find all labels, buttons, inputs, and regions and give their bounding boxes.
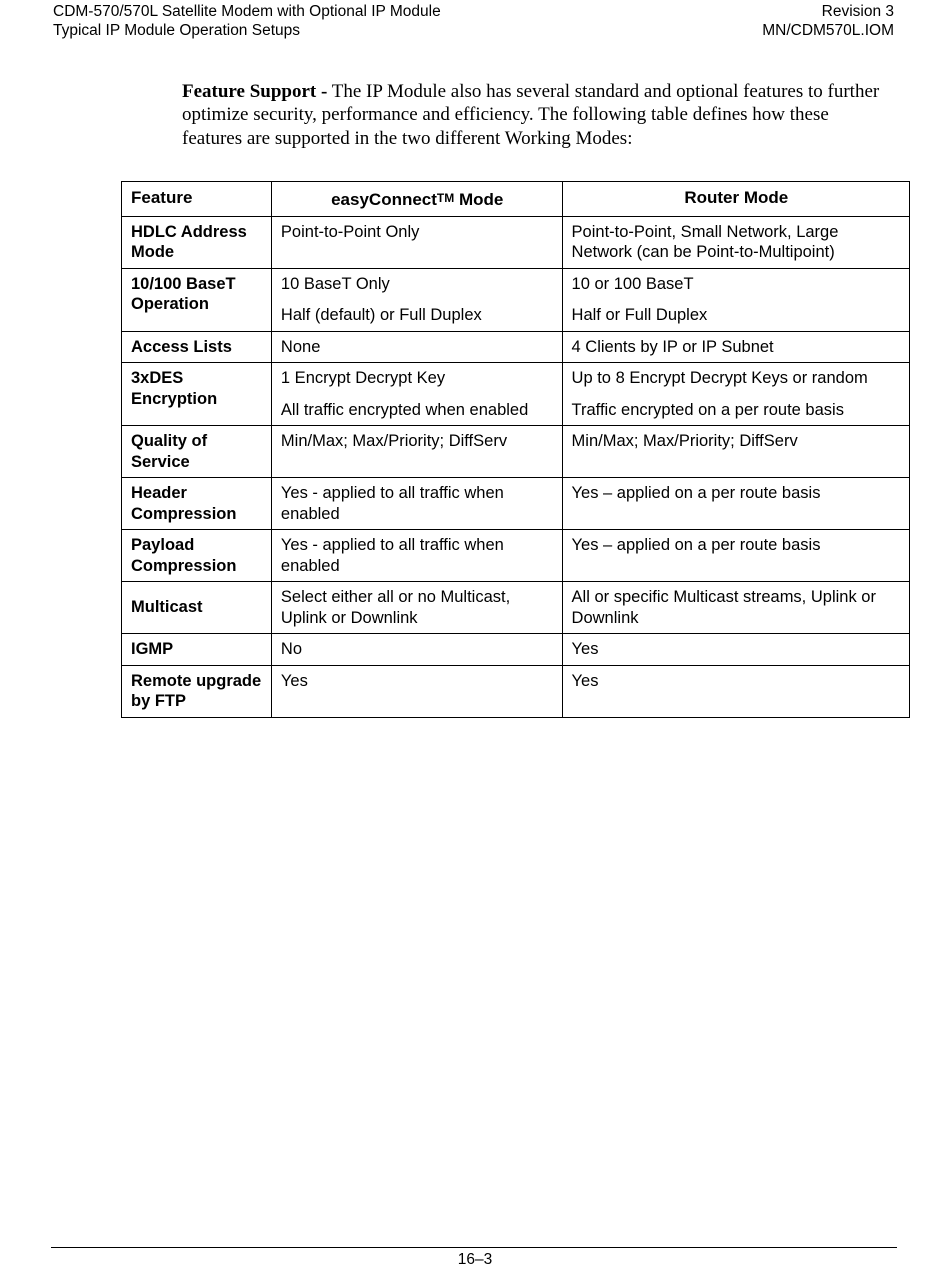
cell-text: Up to 8 Encrypt Decrypt Keys or random bbox=[571, 369, 868, 387]
table-row bbox=[122, 530, 910, 582]
cell-text: Yes – applied on a per route basis bbox=[571, 484, 821, 502]
table-row bbox=[122, 331, 910, 363]
cell-text: Half (default) or Full Duplex bbox=[280, 306, 482, 324]
document-title: CDM-570/570L Satellite Modem with Optional IP Module bbox=[53, 3, 441, 20]
feature-name-cell: Access Lists bbox=[122, 331, 272, 363]
table-body bbox=[122, 216, 910, 717]
easyconnect-name: easyConnect bbox=[331, 190, 437, 209]
feature-name-cell: Multicast bbox=[122, 582, 272, 634]
section-title: Typical IP Module Operation Setups bbox=[53, 22, 300, 39]
feature-name-cell: HDLC Address Mode bbox=[122, 216, 272, 268]
easyconnect-cell bbox=[271, 478, 562, 530]
trademark-symbol: TM bbox=[436, 191, 455, 205]
easyconnect-cell bbox=[271, 268, 562, 331]
column-header-easyconnect bbox=[271, 182, 562, 217]
feature-name-cell: 3xDES Encryption bbox=[122, 363, 272, 426]
column-header-feature: Feature bbox=[122, 182, 272, 217]
feature-name-cell: Remote upgrade by FTP bbox=[122, 665, 272, 717]
running-header-left bbox=[53, 2, 441, 40]
cell-text: 10 or 100 BaseT bbox=[571, 274, 694, 293]
cell-text: Traffic encrypted on a per route basis bbox=[571, 400, 844, 419]
router-mode-cell bbox=[562, 530, 909, 582]
easyconnect-cell bbox=[271, 426, 562, 478]
feature-name-cell: Header Compression bbox=[122, 478, 272, 530]
feature-name-cell: 10/100 BaseT Operation bbox=[122, 268, 272, 331]
footer-divider bbox=[51, 1247, 897, 1248]
revision-label: Revision 3 bbox=[821, 3, 894, 20]
page-number: 16–3 bbox=[457, 1251, 493, 1268]
cell-text: 10 BaseT Only bbox=[280, 274, 390, 293]
cell-text: Half or Full Duplex bbox=[571, 306, 708, 324]
table-row bbox=[122, 216, 910, 268]
table-row bbox=[122, 478, 910, 530]
cell-text: Yes - applied to all traffic when enabled bbox=[280, 484, 504, 523]
column-header-router-mode: Router Mode bbox=[562, 182, 909, 217]
cell-text: Yes - applied to all traffic when enabled bbox=[280, 536, 504, 575]
cell-text: No bbox=[280, 640, 303, 658]
feature-support-table bbox=[121, 181, 910, 718]
document-number: MN/CDM570L.IOM bbox=[762, 22, 894, 39]
cell-text: Point-to-Point, Small Network, Large Network (can be Point-to-Multipoint) bbox=[571, 222, 839, 261]
table-row bbox=[122, 634, 910, 666]
router-mode-cell bbox=[562, 331, 909, 363]
cell-text: All or specific Multicast streams, Uplink or Downlink bbox=[571, 588, 876, 627]
easyconnect-cell bbox=[271, 634, 562, 666]
router-mode-cell bbox=[562, 216, 909, 268]
table-row bbox=[122, 426, 910, 478]
router-mode-cell bbox=[562, 268, 909, 331]
table-row bbox=[122, 268, 910, 331]
easyconnect-cell bbox=[271, 582, 562, 634]
router-mode-cell bbox=[562, 426, 909, 478]
easyconnect-cell bbox=[271, 331, 562, 363]
cell-text: Min/Max; Max/Priority; DiffServ bbox=[571, 432, 798, 450]
feature-support-paragraph bbox=[182, 80, 882, 150]
cell-text: Yes – applied on a per route basis bbox=[571, 536, 821, 554]
table-row bbox=[122, 582, 910, 634]
cell-text: Select either all or no Multicast, Uplink or Downlink bbox=[280, 588, 511, 627]
cell-text: Min/Max; Max/Priority; DiffServ bbox=[280, 432, 508, 450]
easyconnect-mode-suffix: Mode bbox=[454, 190, 504, 209]
paragraph-body: The IP Module also has several standard and optional features to further optimize security, performance and efficiency. The following table defines how these features are supported in the two different Working Modes: bbox=[182, 81, 880, 149]
feature-name-cell: Quality of Service bbox=[122, 426, 272, 478]
router-mode-cell bbox=[562, 634, 909, 666]
cell-text: Yes bbox=[571, 671, 599, 690]
paragraph-lead: Feature Support - bbox=[182, 81, 328, 102]
easyconnect-cell bbox=[271, 530, 562, 582]
cell-text: 1 Encrypt Decrypt Key bbox=[280, 369, 446, 387]
cell-text: Yes bbox=[571, 640, 599, 658]
router-mode-cell bbox=[562, 582, 909, 634]
easyconnect-cell bbox=[271, 216, 562, 268]
router-mode-cell bbox=[562, 363, 909, 426]
cell-text: All traffic encrypted when enabled bbox=[280, 400, 529, 419]
router-mode-cell bbox=[562, 665, 909, 717]
table-header-row bbox=[122, 182, 910, 217]
running-header-right bbox=[762, 2, 894, 40]
cell-text: Yes bbox=[280, 671, 308, 690]
cell-text: 4 Clients by IP or IP Subnet bbox=[571, 337, 774, 356]
table-row bbox=[122, 363, 910, 426]
feature-name-cell: IGMP bbox=[122, 634, 272, 666]
feature-name-cell: Payload Compression bbox=[122, 530, 272, 582]
router-mode-cell bbox=[562, 478, 909, 530]
cell-text: None bbox=[280, 337, 321, 356]
cell-text: Point-to-Point Only bbox=[280, 222, 420, 241]
table-row bbox=[122, 665, 910, 717]
easyconnect-cell bbox=[271, 665, 562, 717]
easyconnect-cell bbox=[271, 363, 562, 426]
